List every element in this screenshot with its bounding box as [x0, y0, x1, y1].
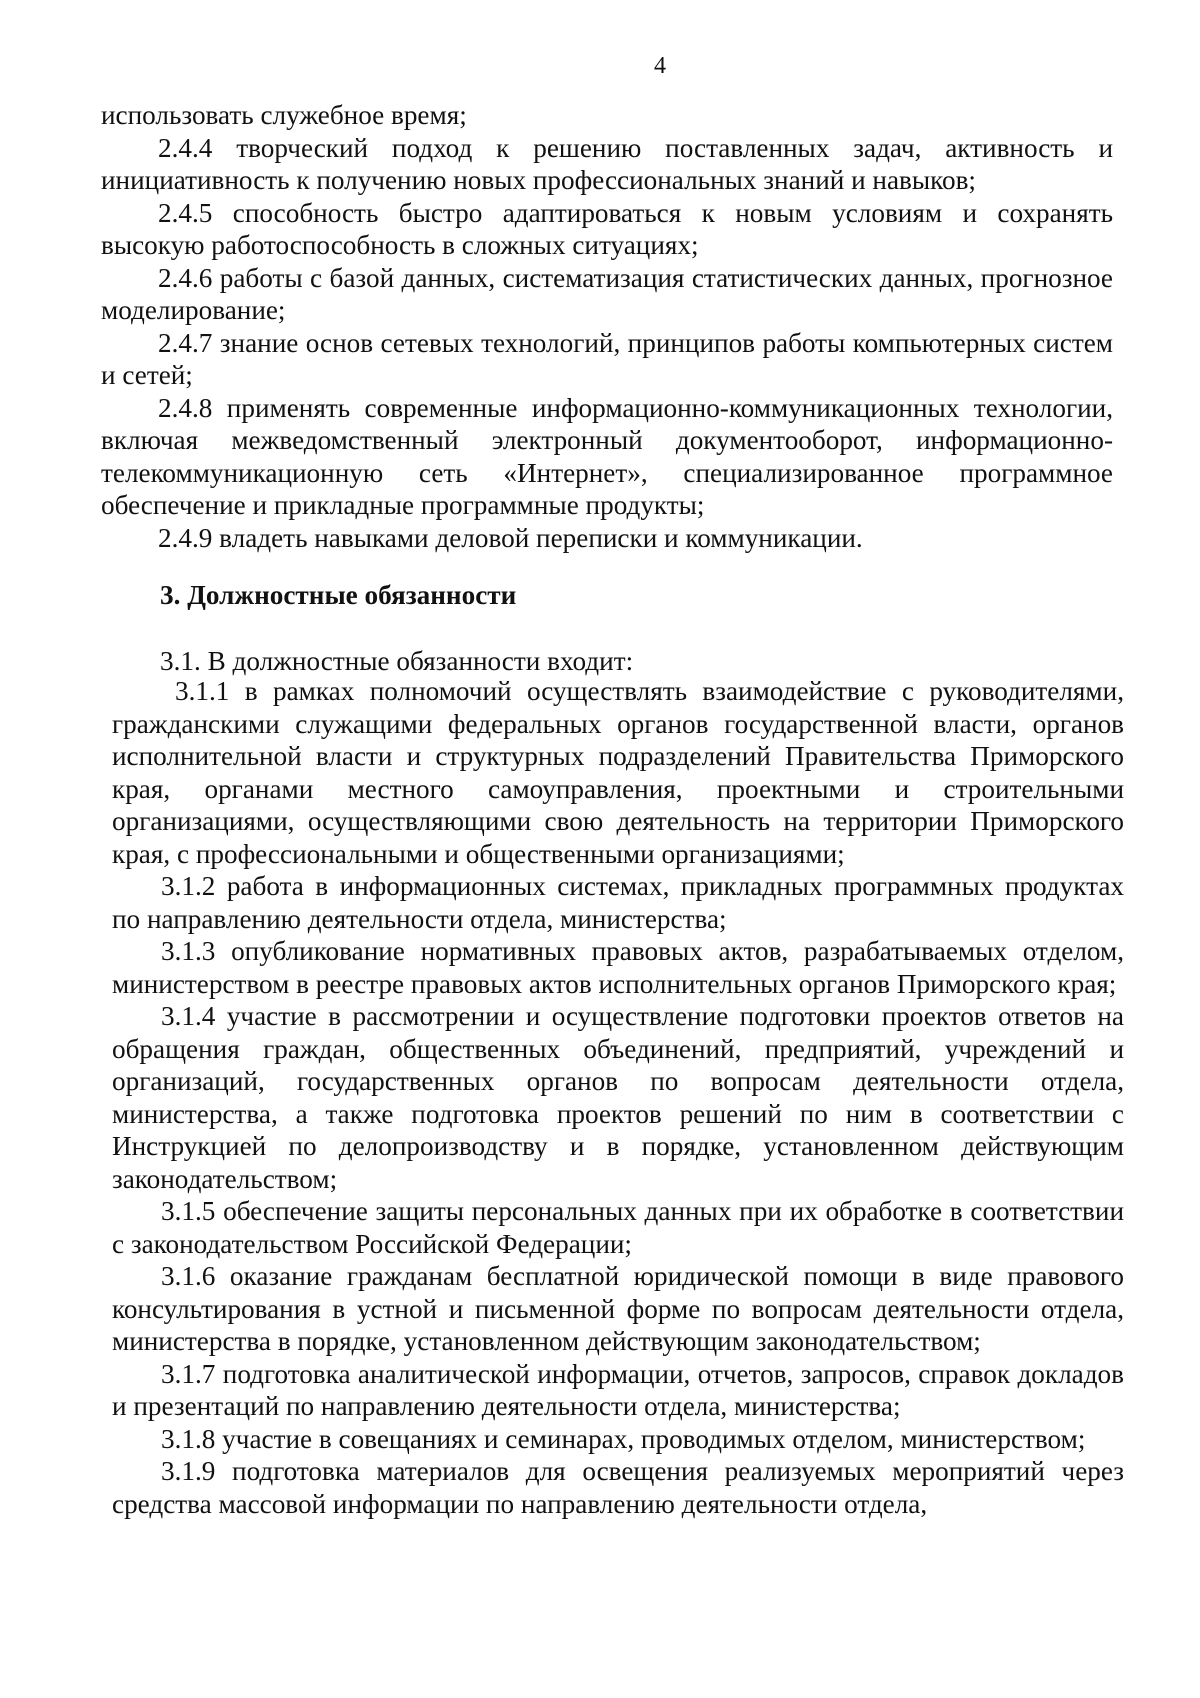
section-3-intro: 3.1. В должностные обязанности входит:: [160, 646, 634, 676]
section-2-list: [101, 99, 1113, 554]
list-item-3-1-1: 3.1.1 в рамках полномочий осуществлять взаимодействие с руководителями, гражданскими служащими федеральных органов государственной власти, органов исполнительной власти и структурных подразделений Правительства Приморского края, органами местного самоуправления, проектными и строительными организациями, осуществляющими свою деятельность на территории Приморского края, с профессиональными и общественными организациями;: [112, 676, 1124, 869]
list-item-2-4-6: 2.4.6 работы с базой данных, систематизация статистических данных, прогнозное моделирование;: [101, 262, 1113, 325]
list-item-3-1-7: 3.1.7 подготовка аналитической информации, отчетов, запросов, справок докладов и презентаций по направлению деятельности отдела, министерства;: [112, 1358, 1124, 1421]
section-3-list: [112, 675, 1124, 1520]
list-item-2-4-9: 2.4.9 владеть навыками деловой переписки и коммуникации.: [158, 522, 863, 553]
list-item-2-4-8: 2.4.8 применять современные информационно-коммуникационных технологии, включая межведомственный электронный документооборот, информационно-телекоммуникационную сеть «Интернет», специализированное программное обеспечение и прикладные программные продукты;: [101, 392, 1113, 520]
list-item-2-4-5: 2.4.5 способность быстро адаптироваться к новым условиям и сохранять высокую работоспособность в сложных ситуациях;: [101, 197, 1113, 260]
list-item-3-1-3: 3.1.3 опубликование нормативных правовых актов, разрабатываемых отделом, министерством в реестре правовых актов исполнительных органов Приморского края;: [112, 936, 1124, 999]
list-item-3-1-4: 3.1.4 участие в рассмотрении и осуществление подготовки проектов ответов на обращения граждан, общественных объединений, предприятий, учреждений и организаций, государственных органов по вопросам деятельности отдела, министерства, а также подготовка проектов решений по ним в соответствии с Инструкцией по делопроизводству и в порядке, установленном действующим законодательством;: [112, 1001, 1124, 1194]
list-item-3-1-5: 3.1.5 обеспечение защиты персональных данных при их обработке в соответствии с законодательством Российской Федерации;: [112, 1196, 1124, 1259]
list-item-2-4-4: 2.4.4 творческий подход к решению поставленных задач, активность и инициативность к получению новых профессиональных знаний и навыков;: [101, 132, 1113, 195]
page-number: 4: [654, 53, 666, 79]
list-item-2-4-7: 2.4.7 знание основ сетевых технологий, принципов работы компьютерных систем и сетей;: [101, 327, 1113, 390]
continuation-paragraph: использовать служебное время;: [101, 100, 467, 130]
list-item-3-1-2: 3.1.2 работа в информационных системах, прикладных программных продуктах по направлению деятельности отдела, министерства;: [112, 871, 1124, 934]
list-item-3-1-9: 3.1.9 подготовка материалов для освещения реализуемых мероприятий через средства массовой информации по направлению деятельности отдела,: [112, 1456, 1124, 1519]
list-item-3-1-6: 3.1.6 оказание гражданам бесплатной юридической помощи в виде правового консультирования в устной и письменной форме по вопросам деятельности отдела, министерства в порядке, установленном действующим законодательством;: [112, 1261, 1124, 1356]
section-3-heading: 3. Должностные обязанности: [160, 580, 517, 610]
list-item-3-1-8: 3.1.8 участие в совещаниях и семинарах, проводимых отделом, министерством;: [161, 1423, 1086, 1454]
